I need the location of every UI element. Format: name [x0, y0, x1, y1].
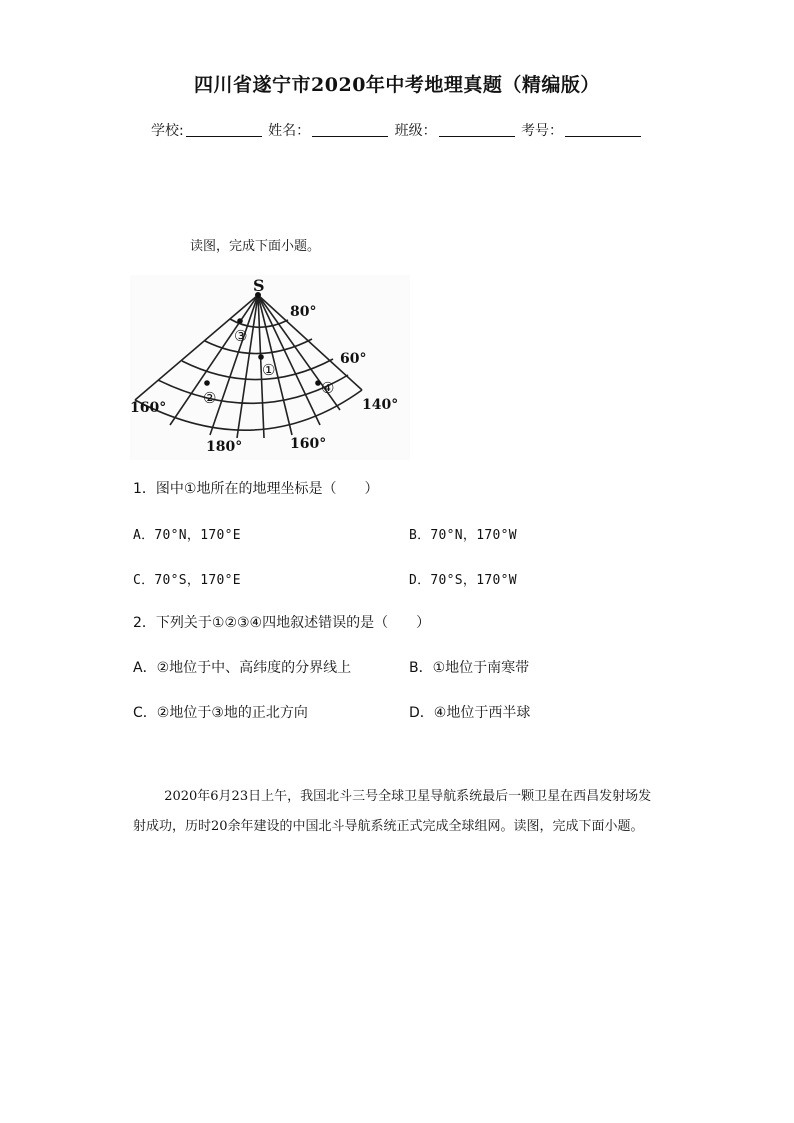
class-blank[interactable] [439, 122, 515, 137]
name-blank[interactable] [312, 122, 388, 137]
lon-label-160w: 160° [290, 436, 327, 452]
point-2-label: ② [203, 389, 217, 407]
lon-label-180: 180° [206, 439, 243, 455]
pole-label: S [253, 276, 265, 295]
q1-option-b[interactable]: B．70°N，170°W [409, 528, 517, 543]
name-label: 姓名： [268, 123, 311, 139]
lat-label-80: 80° [290, 304, 317, 320]
question-2-stem: 2．下列关于①②③④四地叙述错误的是（ ） [133, 615, 431, 631]
question-1-stem: 1．图中①地所在的地理坐标是（ ） [133, 481, 379, 497]
lon-label-160e: 160° [130, 400, 167, 416]
school-blank[interactable] [186, 122, 262, 137]
student-info-line [0, 120, 794, 140]
lat-label-60: 60° [340, 351, 367, 367]
page-title: 四川省遂宁市2020年中考地理真题（精编版） [194, 74, 600, 96]
q1-option-c[interactable]: C．70°S，170°E [133, 573, 241, 588]
q1-option-d[interactable]: D．70°S，170°W [409, 573, 517, 588]
class-label: 班级： [394, 123, 437, 139]
q1-option-a[interactable]: A．70°N，170°E [133, 528, 241, 543]
section2-text: 2020年6月23日上午，我国北斗三号全球卫星导航系统最后一颗卫星在西昌发射场发射成功，历时20余年建设的中国北斗导航系统正式完成全球组网。读图，完成下面小题。 [133, 789, 652, 834]
school-label: 学校: [150, 123, 184, 139]
point-3-marker [237, 318, 243, 324]
point-3-label: ③ [234, 327, 248, 345]
q2-option-c[interactable]: C．②地位于③地的正北方向 [133, 705, 308, 721]
q2-option-b[interactable]: B．①地位于南寒带 [409, 660, 530, 676]
section1-intro: 读图，完成下面小题。 [190, 239, 321, 254]
section2-paragraph [133, 782, 663, 842]
number-label: 考号： [521, 123, 564, 139]
point-1-label: ① [262, 361, 276, 379]
polar-grid-figure [130, 275, 410, 460]
q2-option-a[interactable]: A．②地位于中、高纬度的分界线上 [133, 660, 352, 676]
lon-label-140: 140° [362, 397, 399, 413]
point-4-label: ④ [321, 379, 335, 397]
point-2-marker [204, 380, 210, 386]
point-4-marker [315, 380, 321, 386]
point-1-marker [258, 354, 264, 360]
q2-option-d[interactable]: D．④地位于西半球 [409, 705, 531, 721]
number-blank[interactable] [565, 122, 641, 137]
